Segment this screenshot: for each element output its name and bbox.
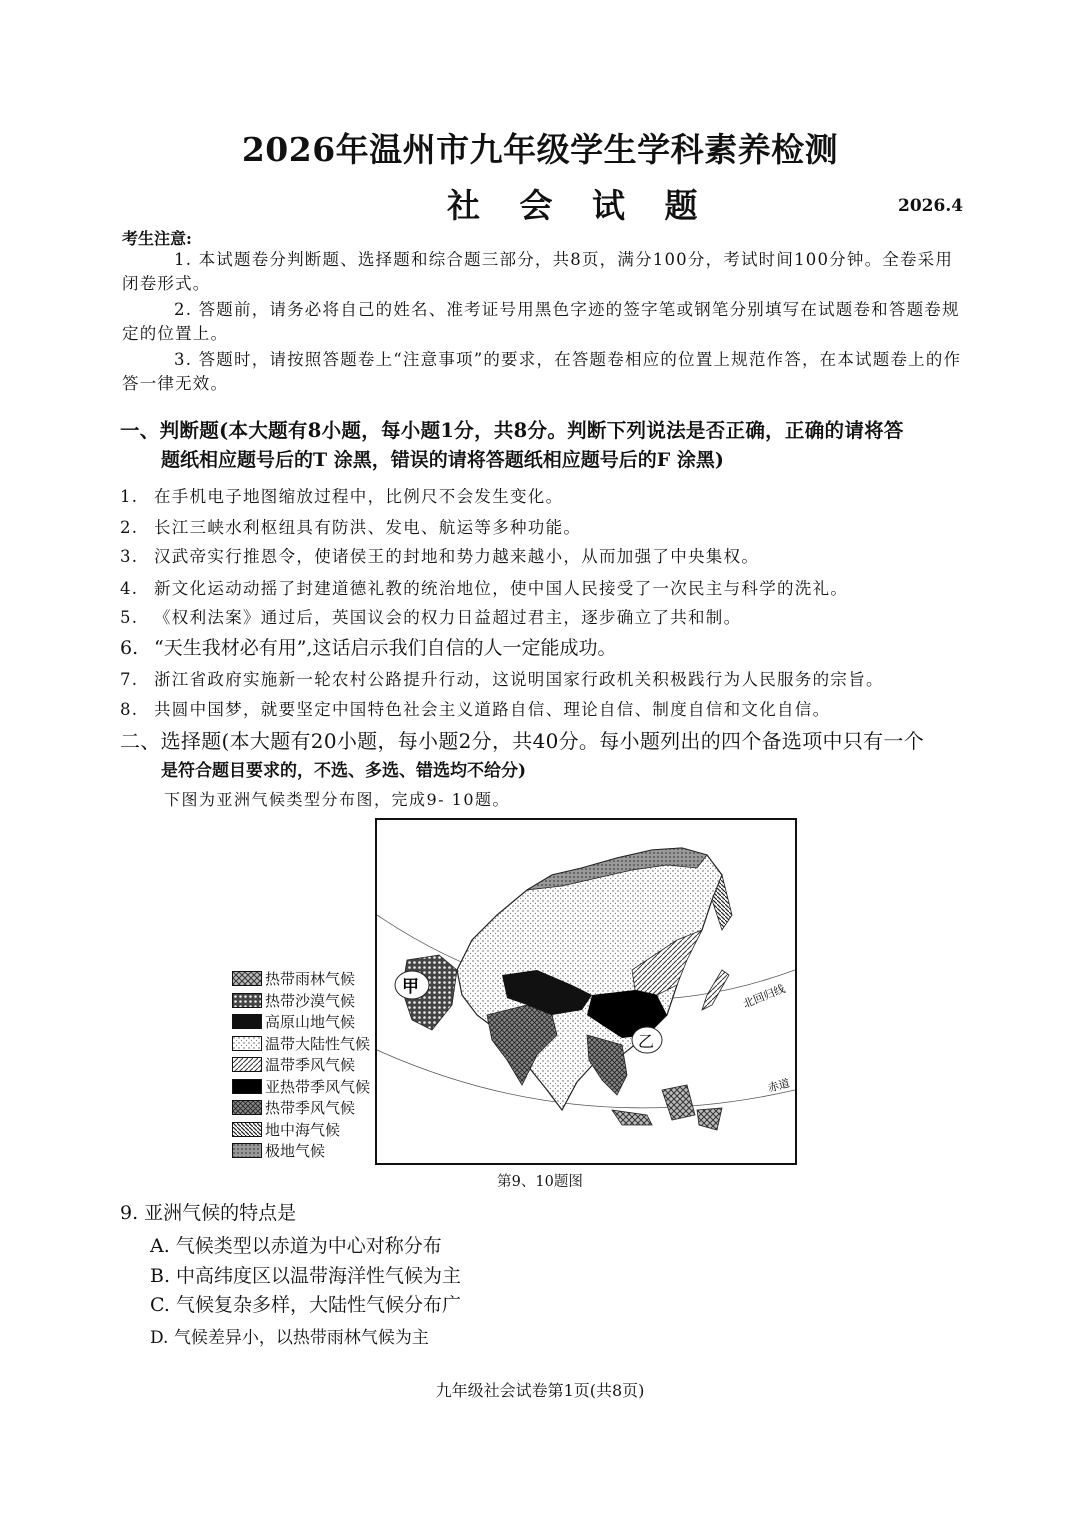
legend-item <box>232 1097 370 1119</box>
legend-label: 高原山地气候 <box>265 1015 356 1032</box>
map-intro: 下图为亚洲气候类型分布图，完成9- 10题。 <box>164 790 511 809</box>
legend-label: 热带雨林气候 <box>265 972 356 989</box>
section1-heading-cont: 题纸相应题号后的T 涂黑，错误的请将答题纸相应题号后的F 涂黑) <box>161 449 724 471</box>
exam-date: 2026.4 <box>898 196 964 216</box>
item-number: 5. <box>120 608 139 627</box>
label-yi: 乙 <box>638 1032 655 1051</box>
section1-heading: 一、判断题(本大题有8小题，每小题1分，共8分。判断下列说法是否正确，正确的请将答 <box>120 419 904 442</box>
item-text: 新文化运动动摇了封建道德礼教的统治地位，使中国人民接受了一次民主与科学的洗礼。 <box>154 579 849 598</box>
legend-label: 热带沙漠气候 <box>265 993 356 1010</box>
judge-item <box>120 604 741 628</box>
judge-item <box>120 543 759 567</box>
legend-item <box>232 1076 370 1098</box>
judge-item <box>120 483 563 507</box>
legend-item <box>232 1140 370 1162</box>
legend-item <box>232 1119 370 1141</box>
item-text: 《权利法案》通过后，英国议会的权力日益超过君主，逐步确立了共和制。 <box>154 608 742 627</box>
judge-item <box>120 666 884 690</box>
item-number: 6. <box>120 637 139 659</box>
legend-item <box>232 1033 370 1055</box>
notice-item: 1. 本试题卷分判断题、选择题和综合题三部分，共8页，满分100分，考试时间100分钟。全卷采用闭卷形式。 <box>122 250 954 293</box>
asia-climate-map <box>375 818 797 1165</box>
legend-label: 热带季风气候 <box>265 1101 356 1118</box>
item-number: 7. <box>120 670 139 689</box>
map-legend <box>232 968 370 1162</box>
judge-item <box>120 696 830 720</box>
judge-item <box>120 575 848 599</box>
item-number: 3. <box>120 547 139 566</box>
judge-item <box>120 514 581 538</box>
item-number: 2. <box>120 518 139 537</box>
item-text: 汉武帝实行推恩令，使诸侯王的封地和势力越来越小，从而加强了中央集权。 <box>154 547 760 566</box>
option-b: B. 中高纬度区以温带海洋性气候为主 <box>150 1265 462 1287</box>
judge-item <box>120 633 616 660</box>
subject-title: 社 会 试 题 <box>447 186 712 225</box>
legend-label: 地中海气候 <box>265 1122 341 1139</box>
notice-item: 2. 答题前，请务必将自己的姓名、准考证号用黑色字迹的签字笔或钢笔分别填写在试题卷和答题卷规定的位置上。 <box>122 300 960 343</box>
legend-item <box>232 968 370 990</box>
item-text: 在手机电子地图缩放过程中，比例尺不会发生变化。 <box>154 487 564 506</box>
item-number: 8. <box>120 700 139 719</box>
page-footer: 九年级社会试卷第1页(共8页) <box>435 1381 645 1400</box>
legend-label: 极地气候 <box>265 1144 326 1161</box>
section2-heading-cont: 是符合题目要求的，不选、多选、错选均不给分) <box>161 761 527 781</box>
item-text: 浙江省政府实施新一轮农村公路提升行动，这说明国家行政机关积极践行为人民服务的宗旨。 <box>154 670 884 689</box>
notice-heading: 考生注意: <box>122 229 192 248</box>
legend-item <box>232 1011 370 1033</box>
question-stem: 9. 亚洲气候的特点是 <box>120 1202 297 1224</box>
legend-item <box>232 990 370 1012</box>
option-c: C. 气候复杂多样，大陆性气候分布广 <box>150 1294 461 1316</box>
option-d: D. 气候差异小，以热带雨林气候为主 <box>150 1328 429 1348</box>
section2-heading: 二、选择题(本大题有20小题，每小题2分，共40分。每小题列出的四个备选项中只有一个 <box>120 729 925 753</box>
legend-label: 温带季风气候 <box>265 1058 356 1075</box>
item-text: 长江三峡水利枢纽具有防洪、发电、航运等多种功能。 <box>154 518 582 537</box>
legend-label: 温带大陆性气候 <box>265 1036 371 1053</box>
item-number: 4. <box>120 579 139 598</box>
label-tropic: 北回归线 <box>741 982 787 1011</box>
legend-item <box>232 1054 370 1076</box>
label-jia: 甲 <box>402 977 419 997</box>
item-text: 共圆中国梦，就要坚定中国特色社会主义道路自信、理论自信、制度自信和文化自信。 <box>154 700 831 719</box>
legend-label: 亚热带季风气候 <box>265 1079 371 1096</box>
map-caption: 第9、10题图 <box>497 1174 583 1190</box>
exam-title: 2026年温州市九年级学生学科素养检测 <box>241 130 839 169</box>
option-a: A. 气候类型以赤道为中心对称分布 <box>150 1235 442 1257</box>
notice-item: 3. 答题时，请按照答题卷上“注意事项”的要求，在答题卷相应的位置上规范作答，在本试题卷上的作答一律无效。 <box>122 350 962 393</box>
label-equator: 赤道 <box>766 1076 792 1095</box>
item-text: “天生我材必有用”,这话启示我们自信的人一定能成功。 <box>154 637 617 659</box>
item-number: 1. <box>120 487 139 506</box>
